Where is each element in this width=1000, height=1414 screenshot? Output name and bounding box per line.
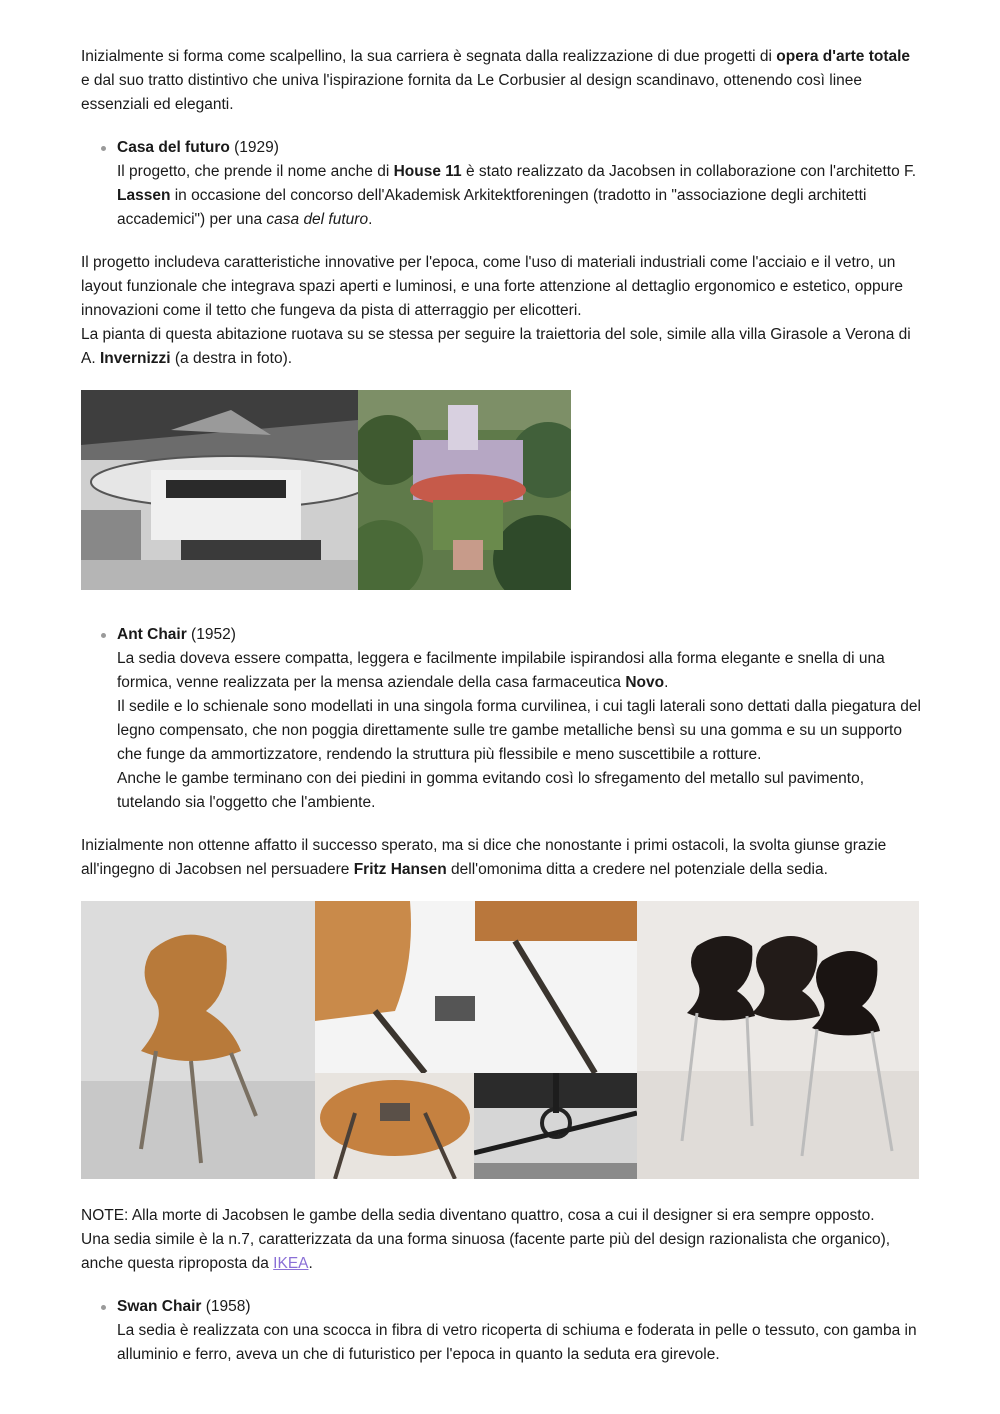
ant-chair-underside-photo xyxy=(315,1073,474,1179)
house-photos xyxy=(81,390,921,590)
ant-heading: Ant Chair (1952) xyxy=(117,626,236,643)
list-item-ant-chair xyxy=(81,623,921,815)
ant-feet: Anche le gambe terminano con dei piedini in gomma evitando così lo sfregamento del metallo sul pavimento, tutelando sia l'oggetto che l'ambiente. xyxy=(117,770,865,811)
ant-chair-detail-grid xyxy=(315,901,637,1179)
bullet-dot-icon xyxy=(101,633,106,638)
swan-description: La sedia è realizzata con una scocca in fibra di vetro ricoperta di schiuma e foderata in pelle o tessuto, con gamba in alluminio e ferro, aveva un che di futuristico per l'epoca in quanto la seduta era girevole. xyxy=(117,1322,917,1363)
intro-paragraph: Inizialmente si forma come scalpellino, la sua carriera è segnata dalla realizzazione di due progetti di opera d'arte totale e dal suo tratto distintivo che univa l'ispirazione fornita da Le Corbusier al design scandinavo, ottenendo così linee essenziali ed eleganti. xyxy=(81,48,911,113)
note-line-1: NOTE: Alla morte di Jacobsen le gambe della sedia diventano quattro, cosa a cui il designer si era sempre opposto. xyxy=(81,1207,875,1224)
casa-del-futuro-photo xyxy=(81,390,358,590)
ant-chair-photos xyxy=(81,901,921,1179)
list-item-swan-chair xyxy=(81,1295,921,1367)
villa-girasole-photo xyxy=(358,390,571,590)
swan-heading: Swan Chair (1958) xyxy=(117,1298,251,1315)
ant-structure: Il sedile e lo schienale sono modellati in una singola forma curvilinea, i cui tagli laterali sono dettati dalla piegatura del legno compensato, che non poggia direttamente sulle tre gambe metalliche bensì su una gomma e su un supporto che funge da ammortizzatore, rendendo la struttura più flessibile e meno suscettibile a rotture. xyxy=(117,698,921,763)
ikea-link[interactable]: IKEA xyxy=(273,1255,309,1272)
ant-chair-wood-photo xyxy=(81,901,315,1179)
note-line-2: Una sedia simile è la n.7, caratterizzata da una forma sinuosa (facente parte più del design razionalista che organico), anche questa riproposta da IKEA. xyxy=(81,1231,891,1272)
casa-description: Il progetto, che prende il nome anche di House 11 è stato realizzato da Jacobsen in collaborazione con l'architetto F. Lassen in occasione del concorso dell'Akademisk Arkitektforeningen (tradotto in "associazione degli architetti accademici") per una casa del futuro. xyxy=(117,163,917,228)
ant-chair-joint-photo xyxy=(474,1073,637,1179)
document-page xyxy=(81,45,921,1386)
list-item-casa-del-futuro xyxy=(81,136,921,232)
pianta-paragraph: La pianta di questa abitazione ruotava su se stessa per seguire la traiettoria del sole, simile alla villa Girasole a Verona di A. Invernizzi (a destra in foto). xyxy=(81,326,911,367)
casa-heading: Casa del futuro (1929) xyxy=(117,139,279,156)
ant-description: La sedia doveva essere compatta, leggera e facilmente impilabile ispirandosi alla forma elegante e snella di una formica, venne realizzata per la mensa aziendale della casa farmaceutica Novo. xyxy=(117,650,885,691)
progetto-paragraph: Il progetto includeva caratteristiche innovative per l'epoca, come l'uso di materiali industriali come l'acciaio e il vetro, un layout funzionale che integrava spazi aperti e luminosi, e una forte attenzione al dettaglio ergonomico e estetico, oppure innovazioni come il tetto che fungeva da pista di atterraggio per elicotteri. xyxy=(81,254,904,319)
ant-chairs-black-photo xyxy=(637,901,919,1179)
successo-paragraph: Inizialmente non ottenne affatto il successo sperato, ma si dice che nonostante i primi ostacoli, la svolta giunse grazie all'ingegno di Jacobsen nel persuadere Fritz Hansen dell'omonima ditta a credere nel potenziale della sedia. xyxy=(81,837,887,878)
bullet-dot-icon xyxy=(101,146,106,151)
bullet-dot-icon xyxy=(101,1305,106,1310)
ant-chair-leg-detail-photo xyxy=(315,901,637,1073)
